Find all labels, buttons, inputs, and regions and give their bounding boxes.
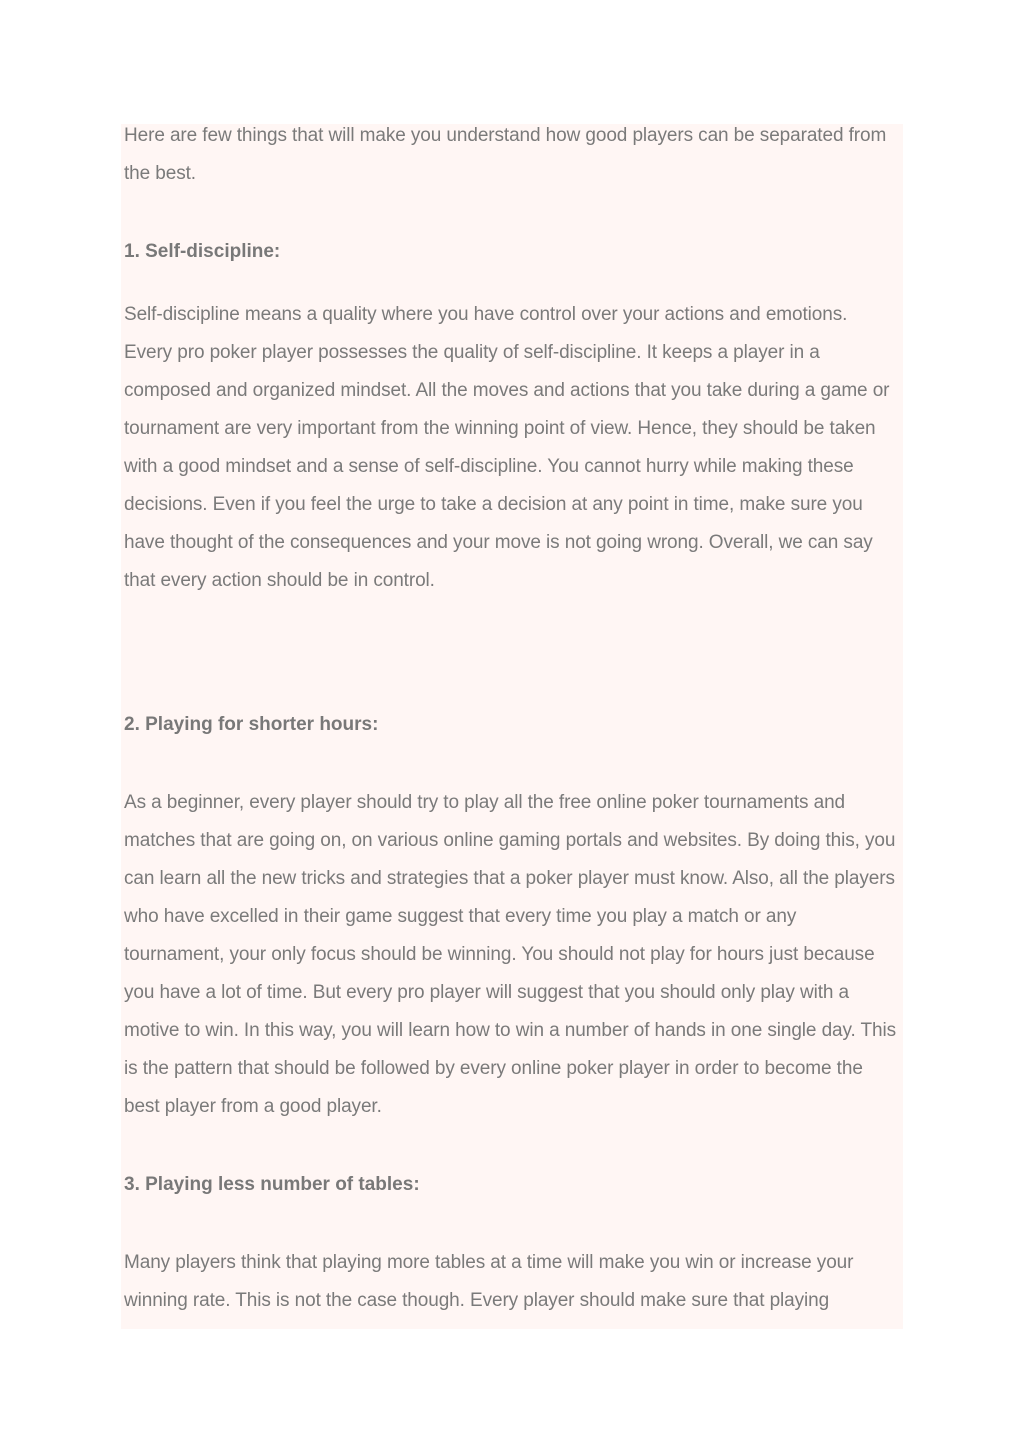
document-page [121,124,903,1329]
section-body-shorter-hours: As a beginner, every player should try to play all the free online poker tournaments and matches that are going on, on various online gaming portals and websites. By doing this, you can learn all the new tricks and strategies that a poker player must know. Also, all the players who have excelled in their game suggest that every time you play a match or any tournament, your only focus should be winning. You should not play for hours just because you have a lot of time. But every pro player will suggest that you should only play with a motive to win. In this way, you will learn how to win a number of hands in one single day. This is the pattern that should be followed by every online poker player in order to become the best player from a good player. [124,792,897,1117]
section-body-less-tables: Many players think that playing more tables at a time will make you win or increase your winning rate. This is not the case though. Every player should make sure that playing [124,1252,854,1311]
intro-paragraph: Here are few things that will make you understand how good players can be separated from the best. [124,125,887,184]
section-body-self-discipline: Self-discipline means a quality where you have control over your actions and emotions. Every pro poker player possesses the quality of self-discipline. It keeps a player in a composed and organized mindset. All the moves and actions that you take during a game or tournament are very important from the winning point of view. Hence, they should be taken with a good mindset and a sense of self-discipline. You cannot hurry while making these decisions. Even if you feel the urge to take a decision at any point in time, make sure you have thought of the consequences and your move is not going wrong. Overall, we can say that every action should be in control. [124,304,890,591]
section-heading-less-tables: 3. Playing less number of tables: [124,1174,420,1195]
section-heading-self-discipline: 1. Self-discipline: [124,241,281,262]
section-heading-shorter-hours: 2. Playing for shorter hours: [124,714,379,735]
